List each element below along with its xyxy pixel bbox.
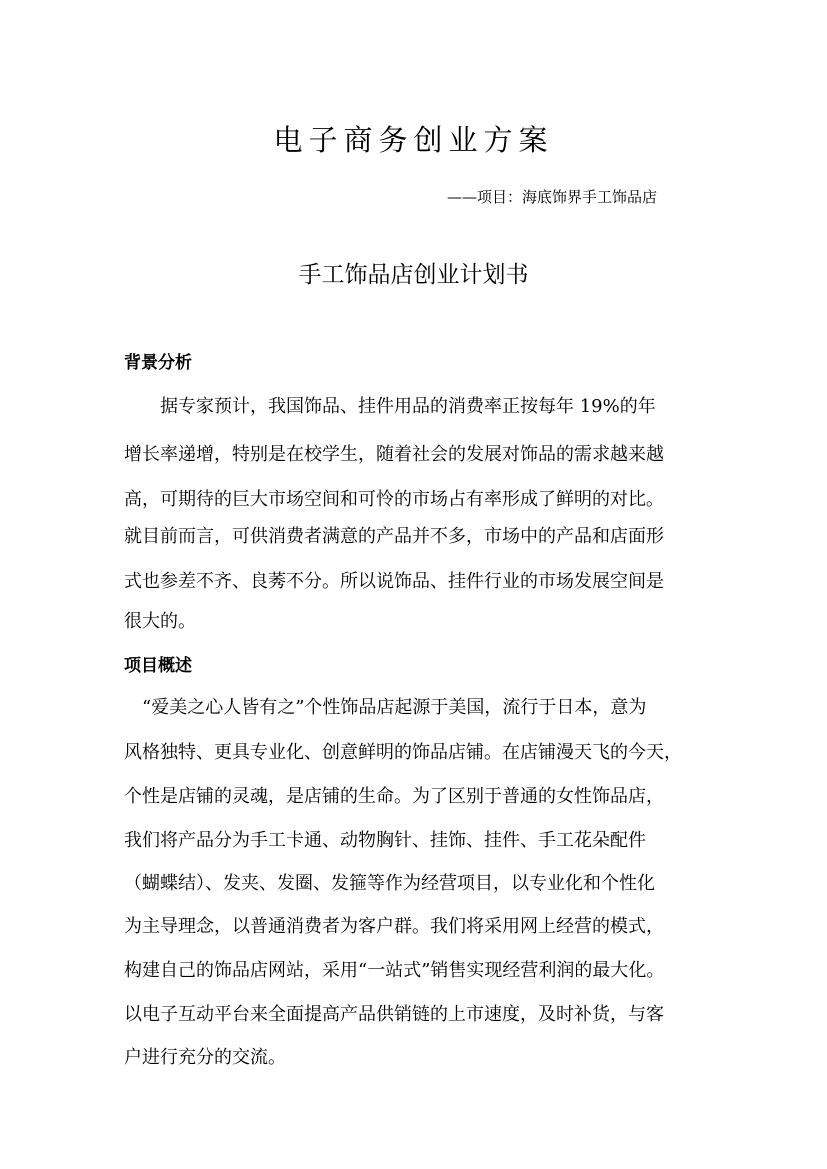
paragraph-line: 以电子互动平台来全面提高产品供销链的上市速度，及时补货，与客 xyxy=(124,1004,664,1025)
paragraph-line: 式也参差不齐、良莠不分。所以说饰品、挂件行业的市场发展空间是 xyxy=(124,571,664,592)
plan-title: 手工饰品店创业计划书 xyxy=(298,262,529,288)
paragraph-line: 构建自己的饰品店网站，采用“一站式”销售实现经营利润的最大化。 xyxy=(124,960,665,981)
paragraph-line: “爱美之心人皆有之”个性饰品店起源于美国，流行于日本，意为 xyxy=(124,697,647,718)
paragraph-line: 我们将产品分为手工卡通、动物胸针、挂饰、挂件、手工花朵配件 xyxy=(124,830,646,851)
paragraph-line: 就目前而言，可供消费者满意的产品并不多，市场中的产品和店面形 xyxy=(124,526,664,547)
section-heading-overview: 项目概述 xyxy=(124,656,192,676)
paragraph-line: 增长率递增，特别是在校学生，随着社会的发展对饰品的需求越来越 xyxy=(124,444,664,465)
paragraph-line: 个性是店铺的灵魂，是店铺的生命。为了区别于普通的女性饰品店， xyxy=(124,786,664,807)
paragraph-line: 户进行充分的交流。 xyxy=(124,1047,286,1068)
paragraph-line: （蝴蝶结）、发夹、发圈、发箍等作为经营项目，以专业化和个性化 xyxy=(124,873,655,894)
paragraph-line: 很大的。 xyxy=(124,611,196,632)
paragraph-line: 风格独特、更具专业化、创意鲜明的饰品店铺。在店铺漫天飞的今天， xyxy=(124,742,682,763)
paragraph-line: 为主导理念，以普通消费者为客户群。我们将采用网上经营的模式， xyxy=(124,916,664,937)
main-title: 电子商务创业方案 xyxy=(273,123,554,157)
paragraph-line: 据专家预计，我国饰品、挂件用品的消费率正按每年 19%的年 xyxy=(124,396,656,417)
project-subtitle: ——项目：海底饰界手工饰品店 xyxy=(447,188,658,206)
paragraph-line: 高，可期待的巨大市场空间和可怜的市场占有率形成了鲜明的对比。 xyxy=(124,489,664,510)
section-heading-background: 背景分析 xyxy=(124,353,192,373)
